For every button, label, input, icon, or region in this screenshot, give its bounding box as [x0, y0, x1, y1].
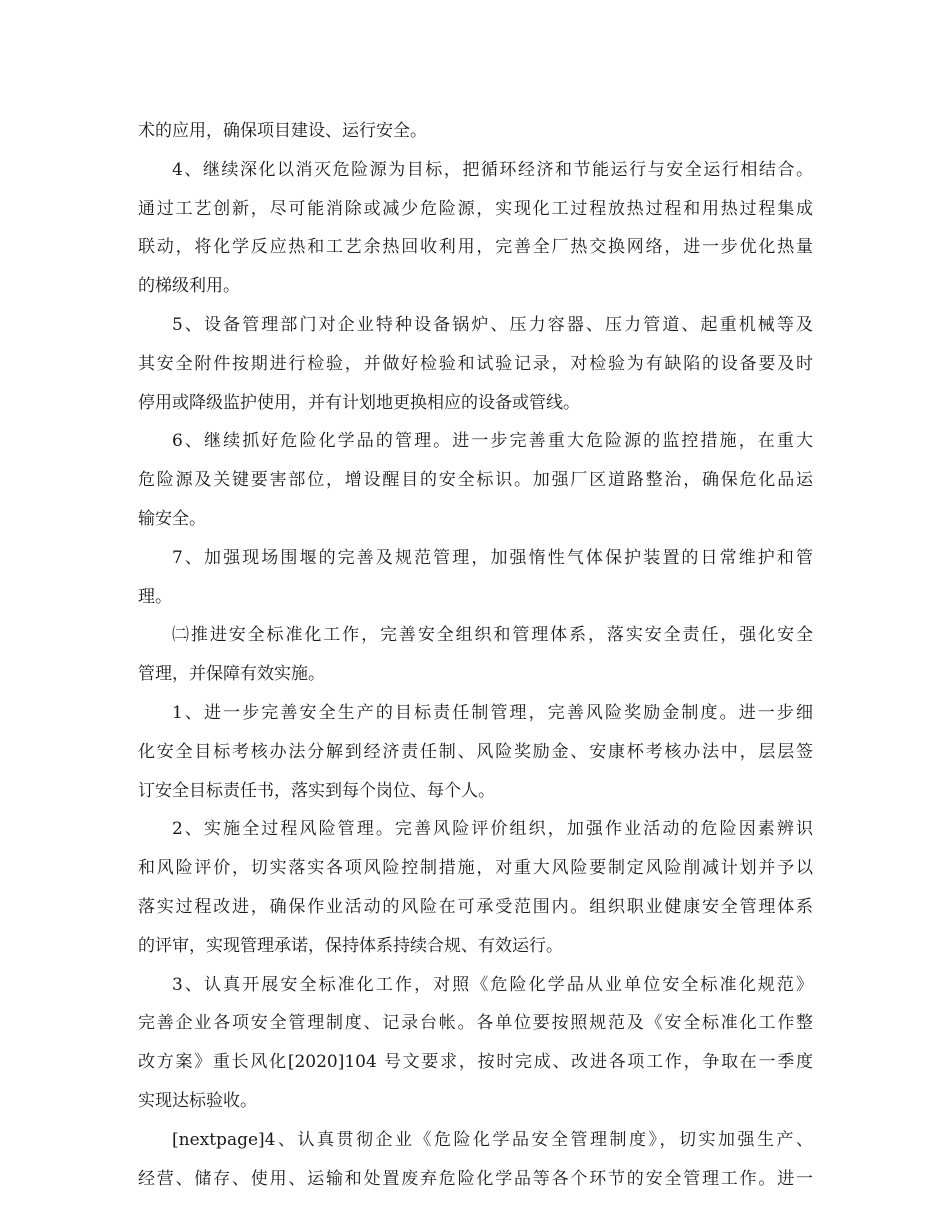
text-line: 改方案》重长风化[2020]104 号文要求，按时完成、改进各项工作，争取在一季度 [138, 1052, 813, 1073]
text-line: 术的应用，确保项目建设、运行安全。 [138, 121, 427, 141]
text-line: 完善企业各项安全管理制度、记录台帐。各单位要按照规范及《安全标准化工作整 [138, 1013, 813, 1034]
text-line: 理。 [138, 586, 172, 607]
text-line: 实现达标验收。 [138, 1090, 257, 1111]
text-line: 其安全附件按期进行检验，并做好检验和试验记录，对检验为有缺陷的设备要及时 [138, 353, 813, 374]
text-line: 危险源及关键要害部位，增设醒目的安全标识。加强厂区道路整治，确保危化品运 [138, 470, 813, 491]
text-line: 和风险评价，切实落实各项风险控制措施，对重大风险要制定风险削减计划并予以 [138, 858, 813, 879]
text-line: 3、认真开展安全标准化工作，对照《危险化学品从业单位安全标准化规范》 [172, 974, 813, 995]
text-line: ㈡推进安全标准化工作，完善安全组织和管理体系，落实安全责任，强化安全 [172, 625, 813, 646]
text-line: [nextpage]4、认真贯彻企业《危险化学品安全管理制度》，切实加强生产、 [172, 1129, 813, 1150]
text-line: 4、继续深化以消灭危险源为目标，把循环经济和节能运行与安全运行相结合。 [172, 159, 813, 180]
text-line: 订安全目标责任书，落实到每个岗位、每个人。 [138, 780, 495, 801]
text-line: 5、设备管理部门对企业特种设备锅炉、压力容器、压力管道、起重机械等及 [172, 314, 813, 335]
text-line: 的梯级利用。 [138, 276, 240, 297]
text-line: 落实过程改进，确保作业活动的风险在可承受范围内。组织职业健康安全管理体系 [138, 896, 813, 917]
text-line: 7、加强现场围堰的完善及规范管理，加强惰性气体保护装置的日常维护和管 [172, 547, 813, 568]
text-line: 通过工艺创新，尽可能消除或减少危险源，实现化工过程放热过程和用热过程集成 [138, 198, 813, 219]
text-line: 化安全目标考核办法分解到经济责任制、风险奖励金、安康杯考核办法中，层层签 [138, 741, 813, 762]
text-line: 经营、储存、使用、运输和处置废弃危险化学品等各个环节的安全管理工作。进一 [138, 1168, 813, 1189]
text-line: 停用或降级监护使用，并有计划地更换相应的设备或管线。 [138, 392, 580, 413]
text-line: 的评审，实现管理承诺，保持体系持续合规、有效运行。 [138, 935, 563, 956]
document-body [138, 112, 813, 1198]
text-line: 管理，并保障有效实施。 [138, 664, 325, 685]
text-line: 输安全。 [138, 508, 206, 529]
text-line: 6、继续抓好危险化学品的管理。进一步完善重大危险源的监控措施，在重大 [172, 431, 813, 452]
text-line: 联动，将化学反应热和工艺余热回收利用，完善全厂热交换网络，进一步优化热量 [138, 237, 813, 258]
text-line: 1、进一步完善安全生产的目标责任制管理，完善风险奖励金制度。进一步细 [172, 702, 813, 723]
text-line: 2、实施全过程风险管理。完善风险评价组织，加强作业活动的危险因素辨识 [172, 819, 813, 840]
